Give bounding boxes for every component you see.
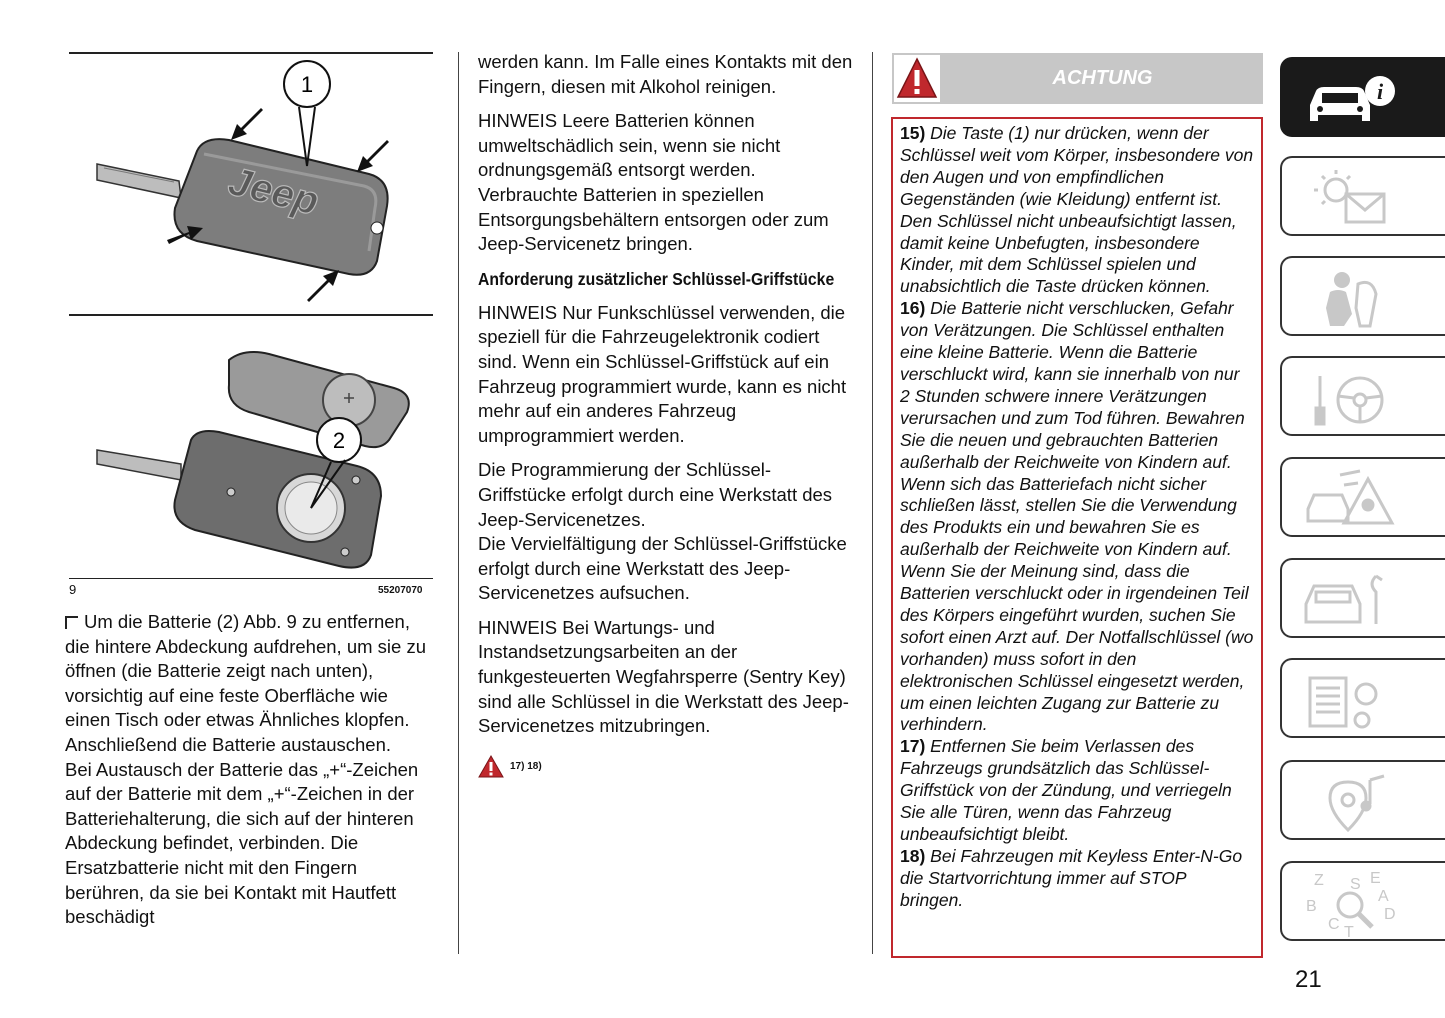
column-1-text — [65, 610, 437, 930]
svg-text:B: B — [1306, 898, 1317, 915]
svg-text:A: A — [1378, 888, 1389, 905]
warning-header-icon-box — [892, 53, 942, 104]
svg-text:S: S — [1350, 876, 1361, 893]
svg-text:2: 2 — [332, 428, 346, 453]
tab-starting-driving[interactable] — [1280, 356, 1445, 436]
paragraph-radio-keys: HINWEIS Nur Funkschlüssel verwenden, die speziell für die Fahrzeugelektronik codiert sind. Wenn ein Schlüssel-Griffstück auf ein Fahrzeug programmiert wurde, kann es nicht mehr auf ein anderes Fahrzeug umprogrammiert werden. — [478, 301, 847, 446]
svg-text:C: C — [1328, 916, 1340, 933]
figure-top-rule — [69, 52, 433, 54]
tab-index[interactable] — [1280, 861, 1445, 941]
figure-bottom-rule — [69, 578, 433, 579]
airbag-seat-icon — [1300, 264, 1410, 332]
tab-maintenance[interactable] — [1280, 558, 1445, 638]
tab-lights-messages[interactable] — [1280, 156, 1445, 236]
paragraph-duplication: Die Vervielfältigung der Schlüssel-Griffstücke erfolgt durch eine Werkstatt des Jeep-Servicenetzes aufsuchen. — [478, 533, 847, 604]
warning-box — [891, 117, 1263, 958]
step-box-icon — [65, 616, 78, 629]
tab-car-info[interactable] — [1280, 57, 1445, 137]
tab-technical-data[interactable] — [1280, 658, 1445, 738]
svg-text:1: 1 — [300, 72, 314, 97]
car-warning-icon — [1300, 465, 1410, 533]
tab-safety[interactable] — [1280, 256, 1445, 336]
warning-triangle-icon — [478, 755, 504, 779]
jeep-logo: Jeep — [223, 159, 324, 224]
key-steering-icon — [1300, 364, 1410, 432]
column-2 — [478, 50, 858, 779]
svg-text:E: E — [1370, 870, 1381, 887]
warning-item-16: 16) Die Batterie nicht verschlucken, Gefahr von Verätzungen. Die Schlüssel enthalten eine kleine Batterie. Wenn die Batterie verschluckt wird, kann sie innerhalb von nur 2 Stunden schwere innere Verätzungen verursachen und zum Tod führen. Bewahren Sie die neuen und gebrauchten Batterien außerhalb der Reichweite von Kindern auf. Wenn sich das Batteriefach nicht sicher schließen lässt, stellen Sie die Verwendung des Produkts ein und bewahren Sie es außerhalb der Reichweite von Kindern auf. Wenn Sie der Meinung sind, dass die Batterien verschluckt oder in irgendeinen Teil des Körpers eingeführt wurden, suchen Sie sofort einen Arzt auf. Der Notfallschlüssel (wo vorhanden) muss sofort in den elektronischen Schlüssel eingesetzt werden, um einen leichten Zugang zur Batterie zu verhindern. — [900, 298, 1254, 735]
warning-header — [892, 53, 1263, 104]
svg-text:i: i — [1376, 79, 1384, 104]
figure-code: 55207070 — [378, 585, 423, 596]
car-wrench-icon — [1300, 566, 1410, 634]
key-figure-top — [69, 56, 433, 308]
svg-text:D: D — [1384, 906, 1396, 923]
index-search-icon — [1300, 869, 1410, 937]
svg-text:Z: Z — [1314, 872, 1324, 889]
paragraph-sentry-key: HINWEIS Bei Wartungs- und Instandsetzungsarbeiten an der funkgesteuerten Wegfahrsperre (Sentry Key) sind alle Schlüssel in die Werkstatt des Jeep-Servicenetzes mitzubringen. — [478, 616, 849, 737]
paragraph-cleaning: werden kann. Im Falle eines Kontakts mit den Fingern, diesen mit Alkohol reinigen. — [478, 51, 853, 97]
warning-item-17: 17) Entfernen Sie beim Verlassen des Fahrzeugs grundsätzlich das Schlüssel-Griffstück von der Zündung, und verriegeln Sie alle Türen, wenn das Fahrzeug unbeaufsichtigt bleibt. — [900, 736, 1232, 844]
tab-emergency[interactable] — [1280, 457, 1445, 537]
svg-text:T: T — [1344, 924, 1354, 937]
warning-title: ACHTUNG — [1052, 67, 1153, 89]
figure-mid-rule — [69, 314, 433, 316]
paragraph-programming: Die Programmierung der Schlüssel-Griffstücke erfolgt durch eine Werkstatt des Jeep-Servicenetzes. — [478, 459, 833, 530]
instruction-paragraph: Um die Batterie (2) Abb. 9 zu entfernen, die hintere Abdeckung aufdrehen, um sie zu öffnen (die Batterie zeigt nach unten), vorsichtig auf eine feste Oberfläche wie einen Tisch oder etwas Ähnliches klopfen. Anschließend die Batterie austauschen. — [65, 611, 426, 755]
key-figure-bottom — [69, 340, 433, 575]
warning-item-18: 18) Bei Fahrzeugen mit Keyless Enter-N-Go die Startvorrichtung immer auf STOP bringen. — [900, 845, 1243, 910]
tab-multimedia[interactable] — [1280, 760, 1445, 840]
column-divider-2 — [872, 52, 873, 954]
section-heading: Anforderung zusätzlicher Schlüssel-Griffstücke — [478, 268, 835, 289]
page-number: 21 — [1295, 966, 1322, 993]
paragraph-disposal: HINWEIS Leere Batterien können umweltschädlich sein, wenn sie nicht ordnungsgemäß entsorgt werden. Verbrauchte Batterien in speziellen Entsorgungsbehältern entsorgen oder zum Jeep-Servicenetz bringen. — [478, 110, 829, 255]
figure-number: 9 — [69, 582, 77, 597]
battery-paragraph: Bei Austausch der Batterie das „+“-Zeichen auf der Batterie mit dem „+“-Zeichen in der Batteriehalterung, die sich auf der hinteren Abdeckung befindet, verbinden. Die Ersatzbatterie nicht mit den Fingern berühren, da sie bei Kontakt mit Hautfett beschädigt — [65, 758, 419, 928]
column-divider-1 — [458, 52, 459, 954]
lights-message-icon — [1300, 164, 1410, 232]
car-info-icon — [1300, 65, 1410, 133]
warning-triangle-icon — [894, 55, 940, 102]
data-gear-icon — [1300, 666, 1410, 734]
warning-item-15: 15) Die Taste (1) nur drücken, wenn der Schlüssel weit vom Körper, insbesondere von den Augen und von empfindlichen Gegenständen (wie Kleidung) entfernt ist. Den Schlüssel nicht unbeaufsichtigt lassen, damit keine Unbefugten, insbesondere Kinder, mit dem Schlüssel spielen und unabsichtlich die Taste drücken können. — [900, 123, 1254, 297]
warning-references: 17) 18) — [478, 755, 858, 779]
multimedia-icon — [1300, 768, 1410, 836]
